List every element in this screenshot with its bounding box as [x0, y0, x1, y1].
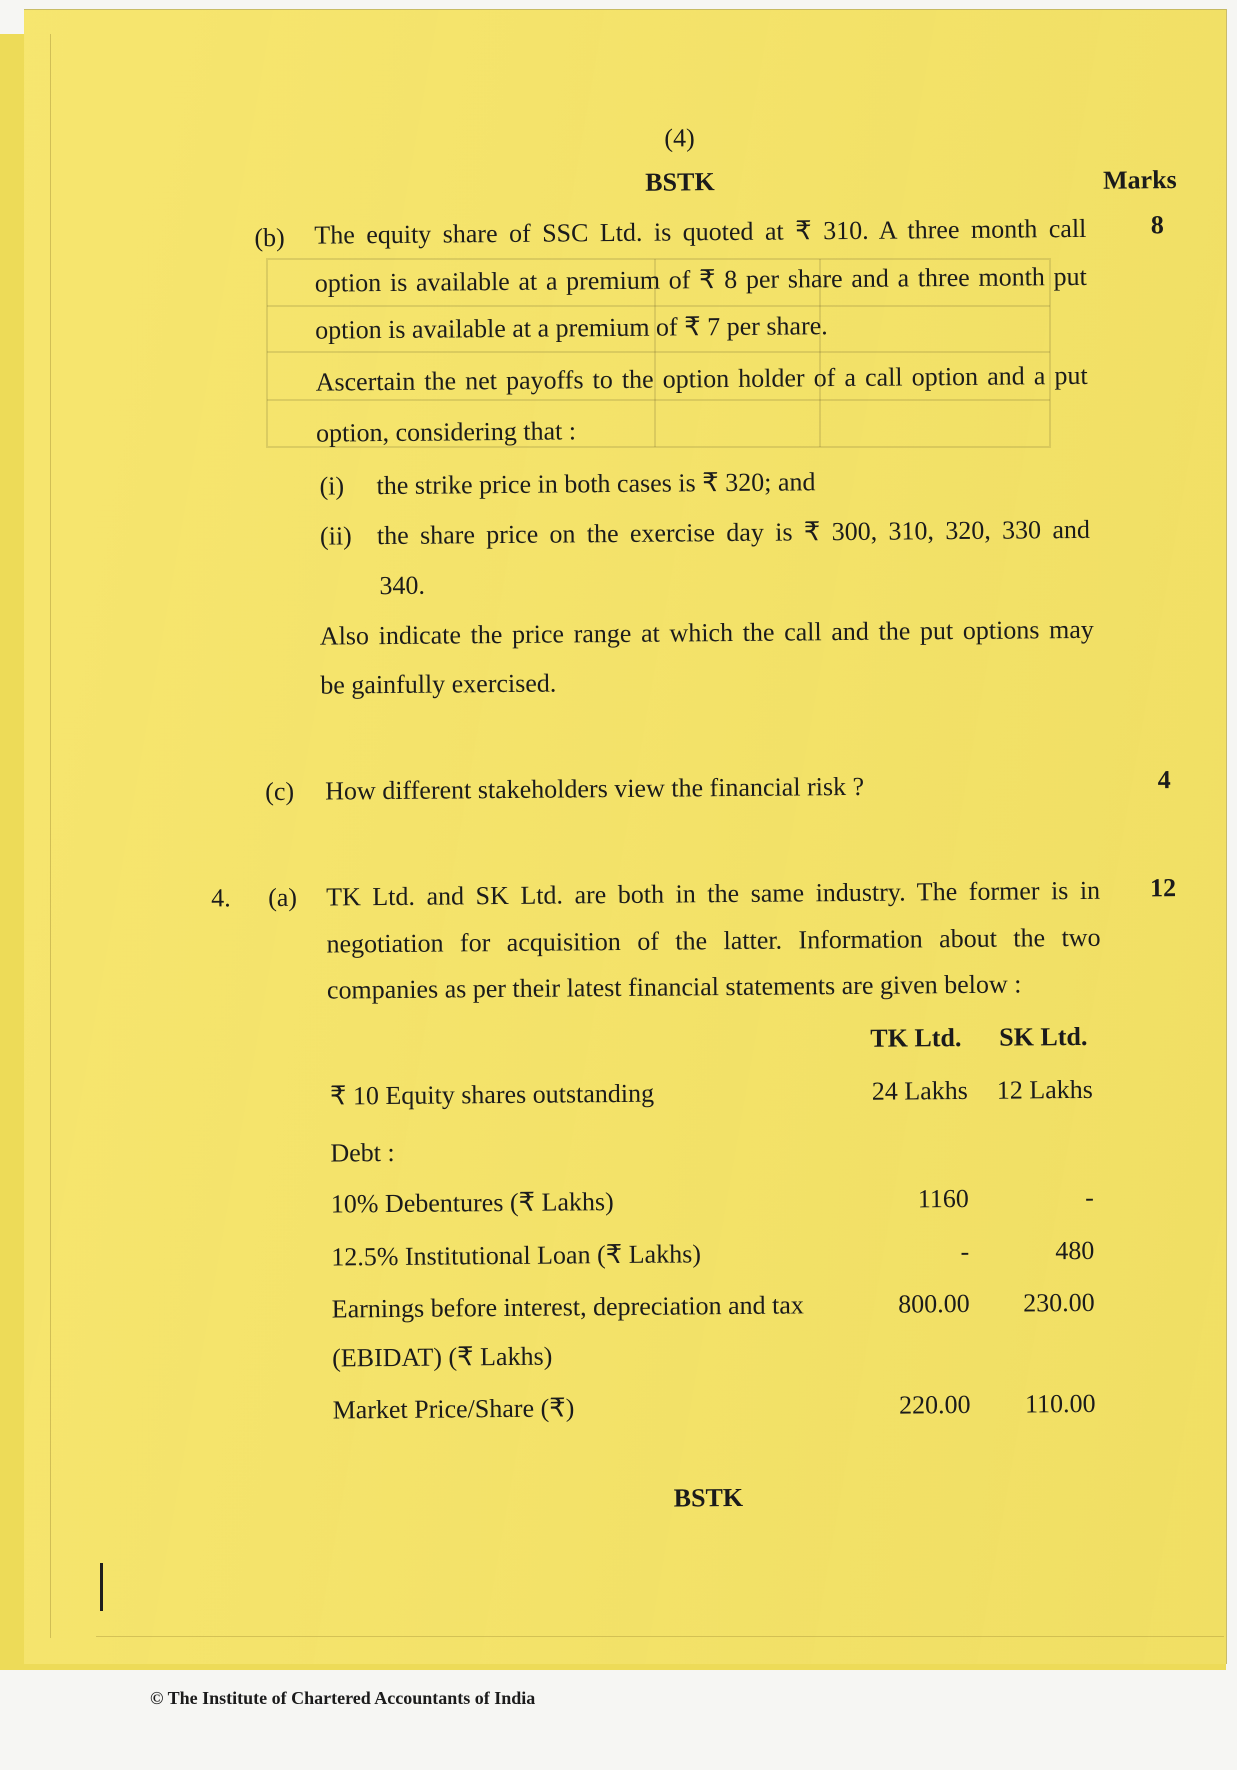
cell-sk: 110.00: [1024, 1388, 1096, 1419]
question-text-line: Also indicate the price range at which the call and the put options may: [319, 614, 1094, 651]
row-label: (EBIDAT) (₹ Lakhs): [332, 1341, 553, 1373]
question-marks: 8: [1150, 210, 1164, 240]
question-text-line: Ascertain the net payoffs to the option holder of a call option and a put: [315, 360, 1088, 397]
question-text-line: The equity share of SSC Ltd. is quoted at ₹ 310. A three month call: [314, 213, 1087, 250]
row-label: Earnings before interest, depreciation and tax: [331, 1290, 804, 1324]
question-text-line: TK Ltd. and SK Ltd. are both in the same industry. The former is in: [326, 875, 1101, 912]
row-label: 10% Debentures (₹ Lakhs): [330, 1187, 614, 1219]
question-text-line: be gainfully exercised.: [320, 668, 557, 700]
question-text-line: How different stakeholders view the financial risk ?: [325, 771, 865, 806]
question-marks: 12: [1149, 873, 1177, 903]
question-label: (b): [254, 222, 285, 253]
question-marks: 4: [1157, 765, 1171, 795]
condition-text-line: the strike price in both cases is ₹ 320; and: [376, 467, 816, 501]
cell-sk: -: [1084, 1182, 1094, 1212]
cell-tk: -: [960, 1236, 970, 1267]
cell-sk: 480: [1055, 1235, 1095, 1266]
cell-sk: 230.00: [1023, 1287, 1095, 1318]
condition-text-line: the share price on the exercise day is ₹ 300, 310, 320, 330 and: [376, 514, 1091, 551]
condition-text-line: 340.: [379, 570, 426, 601]
marks-column-heading: Marks: [1102, 165, 1177, 195]
row-label: Market Price/Share (₹): [332, 1393, 575, 1425]
column-header-sk: SK Ltd.: [999, 1021, 1088, 1052]
paper-code: BSTK: [645, 167, 715, 197]
question-text-line: negotiation for acquisition of the latter. Information about the two: [326, 922, 1101, 959]
question-text-line: option, considering that :: [315, 416, 577, 448]
page-number: (4): [664, 123, 695, 153]
row-label: Debt :: [330, 1137, 395, 1168]
copyright-notice: © The Institute of Chartered Accountants of India: [150, 1688, 536, 1708]
condition-label: (i): [319, 471, 345, 501]
question-text-line: companies as per their latest financial statements are given below :: [326, 969, 1022, 1005]
cell-tk: 220.00: [898, 1389, 971, 1420]
row-label: ₹ 10 Equity shares outstanding: [329, 1078, 655, 1111]
cell-tk: 24 Lakhs: [871, 1075, 968, 1106]
question-label: (a): [268, 882, 298, 913]
question-label: (c): [265, 776, 295, 807]
question-text-line: option is available at a premium of ₹ 7 per share.: [315, 311, 828, 345]
cell-tk: 800.00: [898, 1288, 970, 1319]
column-header-tk: TK Ltd.: [870, 1023, 962, 1053]
cell-tk: 1160: [917, 1183, 969, 1214]
condition-label: (ii): [319, 521, 352, 551]
row-label: 12.5% Institutional Loan (₹ Lakhs): [331, 1239, 702, 1272]
question-text-line: option is available at a premium of ₹ 8 per share and a three month put: [314, 261, 1087, 298]
question-number: 4.: [211, 883, 231, 913]
cell-sk: 12 Lakhs: [996, 1074, 1093, 1105]
page-header: [0, 0, 1229, 197]
footer-paper-code: BSTK: [673, 1482, 744, 1513]
